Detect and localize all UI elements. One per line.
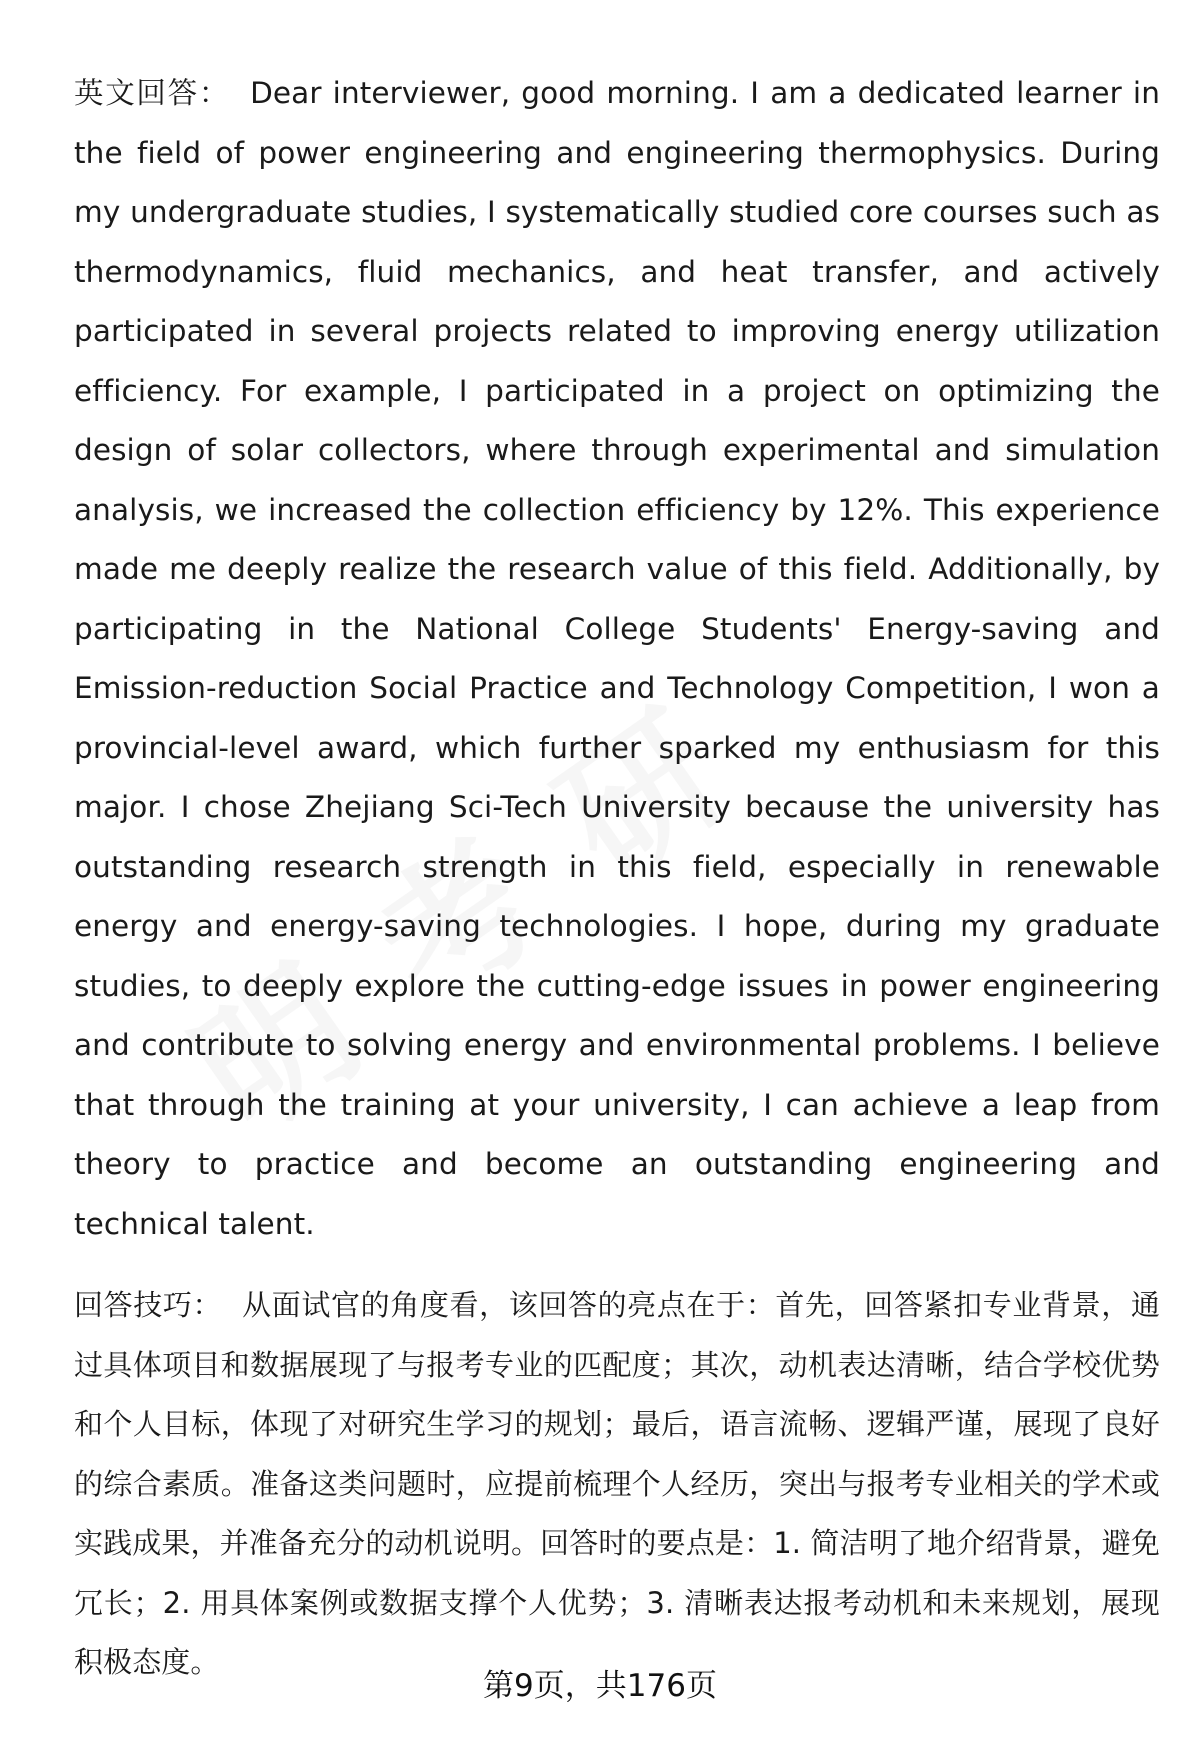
page-indicator: 第9页，共176页	[483, 1668, 717, 1704]
answer-tips-text: 从面试官的角度看，该回答的亮点在于：首先，回答紧扣专业背景，通过具体项目和数据展现了与报考专业的匹配度；其次，动机表达清晰，结合学校优势和个人目标，体现了对研究生学习的规划；最后，语言流畅、逻辑严谨，展现了良好的综合素质。准备这类问题时，应提前梳理个人经历，突出与报考专业相关的学术或实践成果，并准备充分的动机说明。回答时的要点是：1. 简洁明了地介绍背景，避免冗长；2. 用具体案例或数据支撑个人优势；3. 清晰表达报考动机和未来规划，展现积极态度。	[74, 1288, 1160, 1679]
answer-tips-paragraph	[74, 1276, 1160, 1693]
answer-tips-label: 回答技巧：	[74, 1288, 223, 1322]
english-answer-label: 英文回答：	[74, 76, 231, 110]
document-body	[74, 64, 1160, 1693]
english-answer-paragraph	[74, 64, 1160, 1254]
english-answer-text: Dear interviewer, good morning. I am a dedicated learner in the field of power engineering and engineering thermophysics. During my undergraduate studies, I systematically studied core courses such as thermodynamics, fluid mechanics, and heat transfer, and actively participated in several projects related to improving energy utilization efficiency. For example, I participated in a project on optimizing the design of solar collectors, where through experimental and simulation analysis, we increased the collection efficiency by 12%. This experience made me deeply realize the research value of this field. Additionally, by participating in the National College Students' Energy-saving and Emission-reduction Social Practice and Technology Competition, I won a provincial-level award, which further sparked my enthusiasm for this major. I chose Zhejiang Sci-Tech University because the university has outstanding research strength in this field, especially in renewable energy and energy-saving technologies. I hope, during my graduate studies, to deeply explore the cutting-edge issues in power engineering and contribute to solving energy and environmental problems. I believe that through the training at your university, I can achieve a leap from theory to practice and become an outstanding engineering and technical talent.	[74, 76, 1160, 1241]
